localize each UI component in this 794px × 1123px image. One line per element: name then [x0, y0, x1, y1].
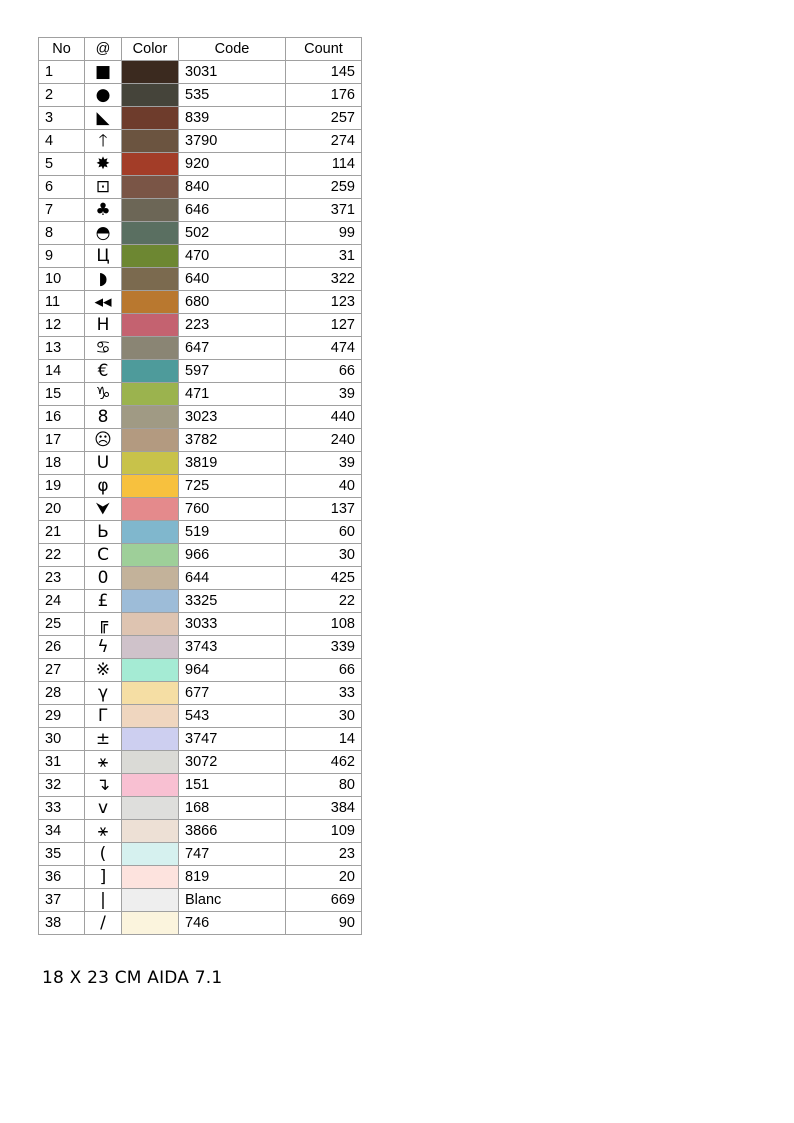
- color-swatch: [122, 567, 178, 589]
- stitch-symbol-icon: Н: [85, 314, 122, 337]
- stitch-symbol-icon: Ц: [85, 245, 122, 268]
- stitch-symbol-icon: ϟ: [85, 636, 122, 659]
- thread-code: 647: [179, 337, 286, 360]
- stitch-symbol-icon: ◣: [85, 107, 122, 130]
- stitch-count: 99: [286, 222, 362, 245]
- fabric-size-note: 18 X 23 CM AIDA 7.1: [42, 968, 223, 988]
- stitch-count: 108: [286, 613, 362, 636]
- thread-code: 151: [179, 774, 286, 797]
- stitch-count: 109: [286, 820, 362, 843]
- stitch-symbol-icon: Г: [85, 705, 122, 728]
- stitch-count: 259: [286, 176, 362, 199]
- stitch-symbol-icon: ╔: [85, 613, 122, 636]
- stitch-count: 90: [286, 912, 362, 935]
- table-body: [39, 61, 362, 935]
- row-number: 37: [39, 889, 85, 912]
- stitch-count: 127: [286, 314, 362, 337]
- color-swatch: [122, 751, 178, 773]
- stitch-symbol-icon: 🡑: [85, 130, 122, 153]
- stitch-count: 30: [286, 544, 362, 567]
- thread-code: 3033: [179, 613, 286, 636]
- color-swatch: [122, 84, 178, 106]
- stitch-count: 425: [286, 567, 362, 590]
- color-cell: [122, 843, 179, 866]
- thread-code: 3866: [179, 820, 286, 843]
- row-number: 20: [39, 498, 85, 521]
- color-cell: [122, 544, 179, 567]
- color-swatch: [122, 843, 178, 865]
- thread-code: 746: [179, 912, 286, 935]
- stitch-count: 20: [286, 866, 362, 889]
- stitch-symbol-icon: Ь: [85, 521, 122, 544]
- row-number: 21: [39, 521, 85, 544]
- color-swatch: [122, 682, 178, 704]
- stitch-count: 80: [286, 774, 362, 797]
- stitch-count: 30: [286, 705, 362, 728]
- thread-code: 3072: [179, 751, 286, 774]
- thread-code: 3747: [179, 728, 286, 751]
- stitch-symbol-icon: £: [85, 590, 122, 613]
- row-number: 2: [39, 84, 85, 107]
- color-cell: [122, 314, 179, 337]
- row-number: 11: [39, 291, 85, 314]
- stitch-symbol-icon: ⮟: [85, 498, 122, 521]
- stitch-count: 31: [286, 245, 362, 268]
- color-swatch: [122, 590, 178, 612]
- row-number: 19: [39, 475, 85, 498]
- thread-code: 3743: [179, 636, 286, 659]
- color-swatch: [122, 498, 178, 520]
- table-header-row: [39, 38, 362, 61]
- color-swatch: [122, 153, 178, 175]
- header-color: Color: [122, 38, 179, 61]
- stitch-count: 384: [286, 797, 362, 820]
- table-row: [39, 360, 362, 383]
- thread-code: 839: [179, 107, 286, 130]
- stitch-symbol-icon: U: [85, 452, 122, 475]
- color-cell: [122, 590, 179, 613]
- row-number: 24: [39, 590, 85, 613]
- row-number: 5: [39, 153, 85, 176]
- color-cell: [122, 498, 179, 521]
- thread-code: 640: [179, 268, 286, 291]
- stitch-symbol-icon: €: [85, 360, 122, 383]
- table-row: [39, 498, 362, 521]
- color-swatch: [122, 544, 178, 566]
- thread-code: 519: [179, 521, 286, 544]
- color-cell: [122, 567, 179, 590]
- thread-code: Blanc: [179, 889, 286, 912]
- color-cell: [122, 291, 179, 314]
- stitch-count: 14: [286, 728, 362, 751]
- row-number: 34: [39, 820, 85, 843]
- stitch-symbol-icon: ●: [85, 84, 122, 107]
- thread-code: 3819: [179, 452, 286, 475]
- row-number: 28: [39, 682, 85, 705]
- row-number: 17: [39, 429, 85, 452]
- color-cell: [122, 475, 179, 498]
- stitch-count: 240: [286, 429, 362, 452]
- table-row: [39, 199, 362, 222]
- color-cell: [122, 912, 179, 935]
- color-swatch: [122, 383, 178, 405]
- stitch-symbol-icon: /: [85, 912, 122, 935]
- color-cell: [122, 61, 179, 84]
- thread-code: 819: [179, 866, 286, 889]
- row-number: 31: [39, 751, 85, 774]
- color-swatch: [122, 337, 178, 359]
- color-cell: [122, 728, 179, 751]
- stitch-count: 60: [286, 521, 362, 544]
- color-swatch: [122, 452, 178, 474]
- stitch-count: 33: [286, 682, 362, 705]
- thread-code: 747: [179, 843, 286, 866]
- table-row: [39, 429, 362, 452]
- thread-code: 3782: [179, 429, 286, 452]
- row-number: 32: [39, 774, 85, 797]
- color-cell: [122, 659, 179, 682]
- thread-code: 646: [179, 199, 286, 222]
- stitch-count: 322: [286, 268, 362, 291]
- color-cell: [122, 406, 179, 429]
- table-row: [39, 176, 362, 199]
- table-row: [39, 107, 362, 130]
- thread-code: 840: [179, 176, 286, 199]
- table-row: [39, 383, 362, 406]
- row-number: 10: [39, 268, 85, 291]
- row-number: 33: [39, 797, 85, 820]
- color-cell: [122, 360, 179, 383]
- stitch-symbol-icon: ⊡: [85, 176, 122, 199]
- table-row: [39, 475, 362, 498]
- color-cell: [122, 199, 179, 222]
- thread-code: 920: [179, 153, 286, 176]
- thread-code: 644: [179, 567, 286, 590]
- table-row: [39, 61, 362, 84]
- header-count: Count: [286, 38, 362, 61]
- table-row: [39, 590, 362, 613]
- thread-code: 966: [179, 544, 286, 567]
- color-cell: [122, 521, 179, 544]
- table-row: [39, 452, 362, 475]
- stitch-symbol-icon: ◓: [85, 222, 122, 245]
- header-code: Code: [179, 38, 286, 61]
- color-swatch: [122, 475, 178, 497]
- table-row: [39, 130, 362, 153]
- stitch-symbol-icon: γ: [85, 682, 122, 705]
- stitch-count: 123: [286, 291, 362, 314]
- stitch-symbol-icon: 0: [85, 567, 122, 590]
- color-swatch: [122, 774, 178, 796]
- stitch-symbol-icon: ♣: [85, 199, 122, 222]
- stitch-count: 66: [286, 659, 362, 682]
- table-row: [39, 544, 362, 567]
- stitch-count: 176: [286, 84, 362, 107]
- color-cell: [122, 866, 179, 889]
- stitch-count: 23: [286, 843, 362, 866]
- stitch-symbol-icon: ◂◂: [85, 291, 122, 314]
- stitch-count: 274: [286, 130, 362, 153]
- color-cell: [122, 153, 179, 176]
- stitch-symbol-icon: ±: [85, 728, 122, 751]
- color-swatch: [122, 636, 178, 658]
- color-swatch: [122, 61, 178, 83]
- stitch-count: 145: [286, 61, 362, 84]
- row-number: 9: [39, 245, 85, 268]
- color-swatch: [122, 130, 178, 152]
- color-swatch: [122, 728, 178, 750]
- thread-code: 760: [179, 498, 286, 521]
- thread-code: 223: [179, 314, 286, 337]
- color-swatch: [122, 429, 178, 451]
- header-no: No: [39, 38, 85, 61]
- color-swatch: [122, 820, 178, 842]
- color-cell: [122, 705, 179, 728]
- table-row: [39, 912, 362, 935]
- color-swatch: [122, 199, 178, 221]
- thread-code: 677: [179, 682, 286, 705]
- thread-code: 543: [179, 705, 286, 728]
- color-swatch: [122, 406, 178, 428]
- table-row: [39, 222, 362, 245]
- color-cell: [122, 613, 179, 636]
- stitch-symbol-icon: ✸: [85, 153, 122, 176]
- row-number: 29: [39, 705, 85, 728]
- table-row: [39, 268, 362, 291]
- table-row: [39, 291, 362, 314]
- stitch-count: 257: [286, 107, 362, 130]
- stitch-count: 137: [286, 498, 362, 521]
- color-cell: [122, 222, 179, 245]
- stitch-symbol-icon: φ: [85, 475, 122, 498]
- stitch-symbol-icon: ☹: [85, 429, 122, 452]
- stitch-symbol-icon: v: [85, 797, 122, 820]
- table-row: [39, 843, 362, 866]
- stitch-symbol-icon: ⚹: [85, 820, 122, 843]
- row-number: 3: [39, 107, 85, 130]
- row-number: 6: [39, 176, 85, 199]
- color-swatch: [122, 889, 178, 911]
- color-cell: [122, 337, 179, 360]
- color-cell: [122, 820, 179, 843]
- row-number: 23: [39, 567, 85, 590]
- stitch-symbol-icon: ⚹: [85, 751, 122, 774]
- thread-code: 3325: [179, 590, 286, 613]
- stitch-count: 114: [286, 153, 362, 176]
- table-row: [39, 153, 362, 176]
- stitch-symbol-icon: C: [85, 544, 122, 567]
- table-row: [39, 866, 362, 889]
- stitch-count: 371: [286, 199, 362, 222]
- stitch-symbol-icon: ]: [85, 866, 122, 889]
- row-number: 18: [39, 452, 85, 475]
- row-number: 35: [39, 843, 85, 866]
- row-number: 26: [39, 636, 85, 659]
- color-swatch: [122, 797, 178, 819]
- thread-code: 964: [179, 659, 286, 682]
- stitch-symbol-icon: ♑: [85, 383, 122, 406]
- stitch-symbol-icon: 8: [85, 406, 122, 429]
- stitch-count: 39: [286, 383, 362, 406]
- table-row: [39, 521, 362, 544]
- color-swatch: [122, 705, 178, 727]
- table-row: [39, 682, 362, 705]
- stitch-count: 66: [286, 360, 362, 383]
- stitch-symbol-icon: ◗: [85, 268, 122, 291]
- stitch-count: 39: [286, 452, 362, 475]
- thread-code: 535: [179, 84, 286, 107]
- row-number: 1: [39, 61, 85, 84]
- table-row: [39, 613, 362, 636]
- color-swatch: [122, 866, 178, 888]
- table-row: [39, 751, 362, 774]
- row-number: 36: [39, 866, 85, 889]
- color-cell: [122, 751, 179, 774]
- row-number: 14: [39, 360, 85, 383]
- color-swatch: [122, 912, 178, 934]
- color-swatch: [122, 176, 178, 198]
- stitch-symbol-icon: |: [85, 889, 122, 912]
- color-swatch: [122, 659, 178, 681]
- table-row: [39, 774, 362, 797]
- color-swatch: [122, 613, 178, 635]
- table-row: [39, 406, 362, 429]
- stitch-count: 339: [286, 636, 362, 659]
- row-number: 27: [39, 659, 85, 682]
- thread-code: 502: [179, 222, 286, 245]
- table-row: [39, 337, 362, 360]
- thread-code: 597: [179, 360, 286, 383]
- thread-legend-table: [38, 37, 362, 935]
- color-cell: [122, 429, 179, 452]
- color-cell: [122, 383, 179, 406]
- table-row: [39, 728, 362, 751]
- row-number: 8: [39, 222, 85, 245]
- stitch-count: 440: [286, 406, 362, 429]
- color-cell: [122, 889, 179, 912]
- color-swatch: [122, 268, 178, 290]
- thread-code: 168: [179, 797, 286, 820]
- row-number: 7: [39, 199, 85, 222]
- color-swatch: [122, 314, 178, 336]
- thread-code: 3023: [179, 406, 286, 429]
- table-row: [39, 889, 362, 912]
- color-cell: [122, 245, 179, 268]
- stitch-symbol-icon: ↴: [85, 774, 122, 797]
- stitch-symbol-icon: (: [85, 843, 122, 866]
- stitch-count: 462: [286, 751, 362, 774]
- row-number: 4: [39, 130, 85, 153]
- color-swatch: [122, 245, 178, 267]
- table-row: [39, 84, 362, 107]
- stitch-count: 22: [286, 590, 362, 613]
- color-swatch: [122, 107, 178, 129]
- color-cell: [122, 636, 179, 659]
- stitch-count: 40: [286, 475, 362, 498]
- table-row: [39, 636, 362, 659]
- color-cell: [122, 107, 179, 130]
- stitch-count: 669: [286, 889, 362, 912]
- table-row: [39, 245, 362, 268]
- thread-code: 470: [179, 245, 286, 268]
- stitch-symbol-icon: ■: [85, 61, 122, 84]
- stitch-symbol-icon: ※: [85, 659, 122, 682]
- row-number: 15: [39, 383, 85, 406]
- color-swatch: [122, 291, 178, 313]
- thread-code: 471: [179, 383, 286, 406]
- table-row: [39, 705, 362, 728]
- thread-code: 725: [179, 475, 286, 498]
- row-number: 22: [39, 544, 85, 567]
- row-number: 16: [39, 406, 85, 429]
- color-cell: [122, 130, 179, 153]
- thread-code: 3790: [179, 130, 286, 153]
- color-cell: [122, 682, 179, 705]
- row-number: 30: [39, 728, 85, 751]
- color-cell: [122, 797, 179, 820]
- thread-code: 3031: [179, 61, 286, 84]
- color-cell: [122, 84, 179, 107]
- table-row: [39, 314, 362, 337]
- color-cell: [122, 268, 179, 291]
- color-cell: [122, 452, 179, 475]
- color-cell: [122, 774, 179, 797]
- row-number: 13: [39, 337, 85, 360]
- table-row: [39, 659, 362, 682]
- table-row: [39, 567, 362, 590]
- thread-code: 680: [179, 291, 286, 314]
- stitch-count: 474: [286, 337, 362, 360]
- row-number: 25: [39, 613, 85, 636]
- color-swatch: [122, 222, 178, 244]
- row-number: 12: [39, 314, 85, 337]
- stitch-symbol-icon: ♋: [85, 337, 122, 360]
- color-swatch: [122, 360, 178, 382]
- color-cell: [122, 176, 179, 199]
- row-number: 38: [39, 912, 85, 935]
- table-row: [39, 820, 362, 843]
- header-symbol: @: [85, 38, 122, 61]
- table-row: [39, 797, 362, 820]
- color-swatch: [122, 521, 178, 543]
